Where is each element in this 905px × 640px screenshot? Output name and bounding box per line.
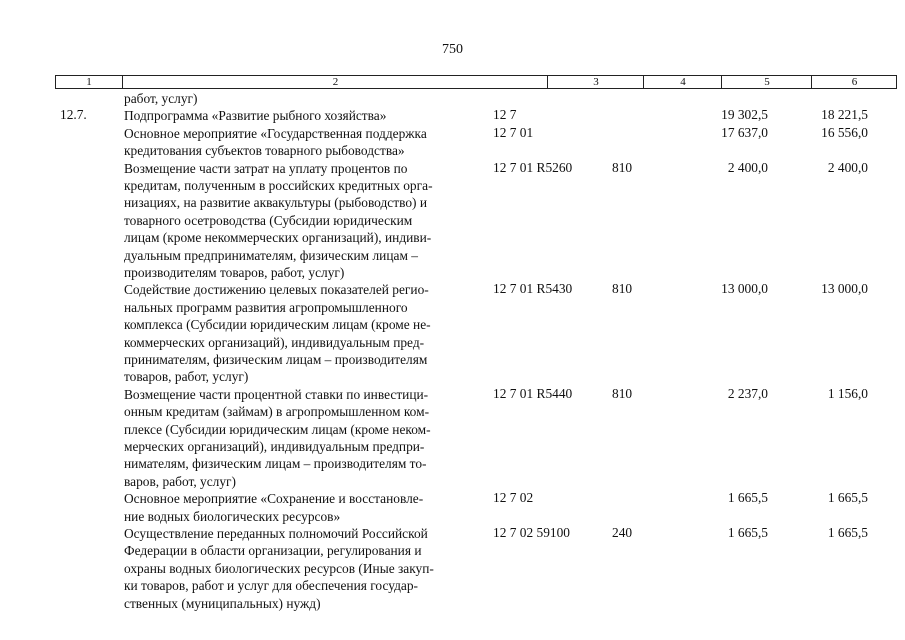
classification-code: 12 7 01 R5260 [493,159,573,175]
row-name-line: охраны водных биологических ресурсов (Иные закуп- [124,560,434,576]
column-header-1: 1 [86,76,92,88]
expense-type-code: 810 [612,385,633,401]
row-name [124,160,484,282]
amount-column-6: 18 221,5 [821,107,868,123]
row-name-line: низациях, на развитие аквакультуры (рыбоводство) и [124,195,427,211]
row-name-line: ственных (муниципальных) нужд) [124,595,321,611]
row-name-line: плексе (Субсидии юридическим лицам (кроме неком- [124,421,431,437]
row-name [124,90,484,107]
column-header-5: 5 [721,76,812,88]
row-name-line: комплекса (Субсидии юридическим лицам (кроме не- [124,317,431,333]
classification-code: 12 7 02 [493,490,534,506]
amount-column-6: 1 665,5 [827,525,868,540]
row-name-line: Возмещение части затрат на уплату процентов по [124,160,408,176]
row-name-line: Федерации в области организации, регулирования и [124,543,422,559]
row-name-line: варов, работ, услуг) [124,473,236,489]
column-number-header [55,75,897,89]
row-name-line: кредитам, полученным в российских кредитных орга- [124,178,433,193]
expense-type-code: 810 [612,159,633,175]
column-header-3: 3 [547,76,644,88]
row-name-line: онным кредитам (займам) в агропромышленном ком- [124,404,430,420]
page-number: 750 [442,42,463,57]
amount-column-6: 13 000,0 [821,281,868,297]
row-name-line: Основное мероприятие «Сохранение и восстановле- [124,491,424,507]
column-header-6: 6 [811,76,897,88]
row-name-line: дуальным предпринимателям, физическим лицам – [124,247,418,263]
row-name-line: мерческих организаций), индивидуальным предпри- [124,439,425,455]
row-name-line: нальных программ развития агропромышленного [124,299,408,315]
classification-code: 12 7 01 R5430 [493,281,573,297]
row-name-line: лицам (кроме некоммерческих организаций), индиви- [124,230,432,246]
amount-column-5: 13 000,0 [721,281,768,297]
row-name [124,386,484,490]
amount-column-5: 19 302,5 [721,107,768,123]
amount-column-6: 1 665,5 [827,490,868,506]
classification-code: 12 7 [493,107,517,123]
row-name-line: кредитования субъектов товарного рыбоводства» [124,143,405,159]
row-name-line: товаров, работ, услуг) [124,369,249,385]
row-name-line: товарного осетроводства (Субсидии юридическим [124,212,413,228]
row-name-line: Осуществление переданных полномочий Российской [124,526,428,541]
amount-column-5: 17 637,0 [721,124,768,140]
amount-column-6: 1 156,0 [827,385,868,401]
amount-column-5: 1 665,5 [727,525,768,540]
classification-code: 12 7 01 [493,124,534,140]
expense-type-code: 810 [612,281,633,297]
column-header-2: 2 [122,76,548,88]
row-name-line: ние водных биологических ресурсов» [124,508,341,524]
row-name [124,525,484,612]
row-name [124,125,484,160]
row-name-line: Возмещение части процентной ставки по инвестици- [124,386,429,402]
row-name-line: ки товаров, работ и услуг для обеспечения государ- [124,578,418,594]
row-name-line: Основное мероприятие «Государственная поддержка [124,125,427,141]
row-name-line: работ, услуг) [124,91,198,106]
classification-code: 12 7 01 R5440 [493,385,573,401]
amount-column-5: 1 665,5 [727,490,768,506]
row-name-line: коммерческих организаций), индивидуальным пред- [124,334,425,350]
row-name-line: производителям товаров, работ, услуг) [124,265,345,281]
row-name-line: Подпрограмма «Развитие рыбного хозяйства» [124,108,387,124]
amount-column-6: 2 400,0 [827,159,868,175]
row-name-line: принимателям, физическим лицам – производителям [124,352,428,368]
expense-type-code: 240 [612,525,633,540]
amount-column-5: 2 400,0 [727,159,768,175]
amount-column-5: 2 237,0 [727,385,768,401]
row-name-line: Содействие достижению целевых показателей регио- [124,282,429,298]
row-name-line: нимателям, физическим лицам – производителям то- [124,456,427,472]
row-name [124,490,484,525]
column-header-4: 4 [643,76,722,88]
row-name [124,281,484,385]
amount-column-6: 16 556,0 [821,124,868,140]
row-number: 12.7. [60,107,87,123]
classification-code: 12 7 02 59100 [493,525,570,540]
row-name [124,107,484,124]
